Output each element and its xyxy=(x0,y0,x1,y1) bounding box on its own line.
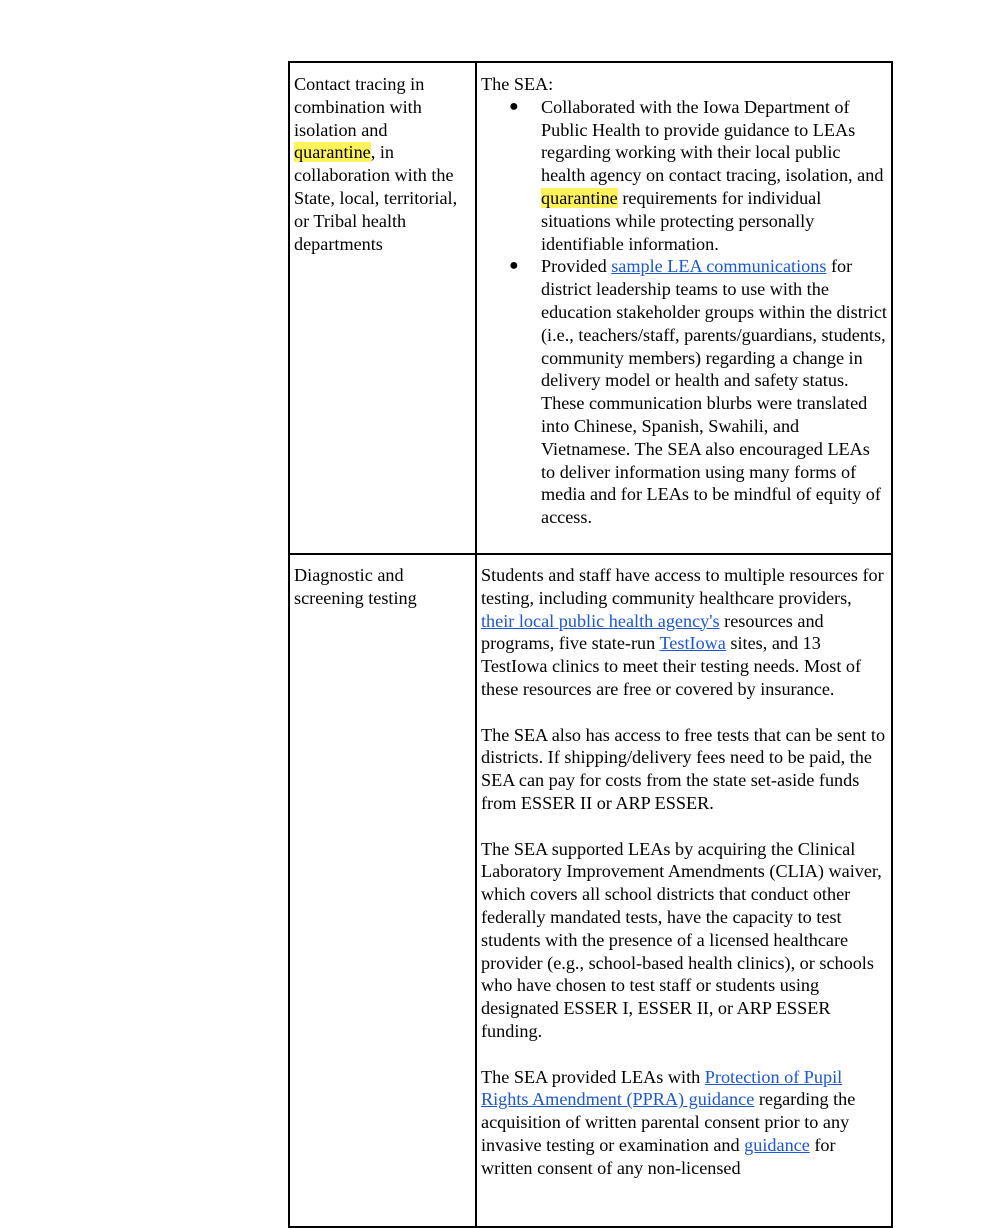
paragraph-text: resources and programs, five state-run xyxy=(481,610,824,654)
paragraph-text: regarding the acquisition of written parental consent prior to any invasive testing or examination and xyxy=(481,1089,856,1155)
strategy-text-start: Contact tracing in combination with isolation and xyxy=(294,74,425,140)
paragraph-text: for written consent of any non-licensed xyxy=(481,1134,836,1178)
bullet-icon: ● xyxy=(509,97,519,115)
paragraph-text: Students and staff have access to multiple resources for testing, including community healthcare providers, xyxy=(481,565,884,608)
table-row-contact-tracing xyxy=(289,62,892,554)
testiowa-link[interactable]: TestIowa xyxy=(659,633,726,654)
description-cell-contact-tracing xyxy=(476,62,892,554)
ppra-guidance-link[interactable]: Protection of Pupil Rights Amendment (PPRA) guidance xyxy=(481,1066,843,1110)
list-item xyxy=(481,96,887,256)
strategy-cell-contact-tracing xyxy=(289,62,476,554)
paragraph-text: sites, and 13 TestIowa clinics to meet their testing needs. Most of these resources are free or covered by insurance. xyxy=(481,633,862,699)
bullet-icon: ● xyxy=(509,257,519,275)
table-row-testing xyxy=(289,554,892,1227)
bullet-text-end: requirements for individual situations while protecting personally identifiable information. xyxy=(541,187,822,254)
strategy-label: Diagnostic and screening testing xyxy=(294,565,417,608)
testing-paragraph-1 xyxy=(481,564,887,701)
local-public-health-agency-link[interactable]: their local public health agency's xyxy=(481,610,720,631)
paragraph-text: The SEA provided LEAs with xyxy=(481,1066,705,1087)
bullet-list xyxy=(481,96,887,529)
bullet-text-start: Provided xyxy=(541,256,612,277)
testing-paragraph-4 xyxy=(481,1066,887,1180)
description-cell-testing xyxy=(476,554,892,1227)
bullet-text-end: for district leadership teams to use with the education stakeholder groups within the district (i.e., teachers/staff, parents/guardians, students, community members) regarding a change in delivery model or health and safety status. These communication blurbs were translated into Chinese, Spanish, Swahili, and Vietnamese. The SEA also encouraged LEAs to deliver information using many forms of media and for LEAs to be mindful of equity of access. xyxy=(541,256,887,528)
highlighted-term: quarantine xyxy=(294,142,371,163)
bullet-text-start: Collaborated with the Iowa Department of Public Health to provide guidance to LEAs regarding working with their local public health agency on contact tracing, isolation, and xyxy=(541,96,884,186)
strategy-table xyxy=(288,61,893,1228)
testing-paragraph-3: The SEA supported LEAs by acquiring the Clinical Laboratory Improvement Amendments (CLIA) waiver, which covers all school districts that conduct other federally mandated tests, have the capacity to test students with the presence of a licensed healthcare provider (e.g., school-based health clinics), or schools who have chosen to test staff or students using designated ESSER I, ESSER II, or ARP ESSER funding. xyxy=(481,838,882,1041)
description-intro: The SEA: xyxy=(481,74,554,94)
strategy-cell-testing xyxy=(289,554,476,1227)
strategy-text-end: , in collaboration with the State, local, territorial, or Tribal health departments xyxy=(294,142,458,254)
list-item xyxy=(481,255,887,529)
sample-lea-communications-link[interactable]: sample LEA communications xyxy=(611,256,827,277)
strategy-label xyxy=(294,73,471,255)
guidance-link[interactable]: guidance xyxy=(744,1134,810,1155)
testing-paragraph-2: The SEA also has access to free tests that can be sent to districts. If shipping/delivery fees need to be paid, the SEA can pay for costs from the state set-aside funds from ESSER II or ARP ESSER. xyxy=(481,724,886,813)
highlighted-term: quarantine xyxy=(541,187,618,208)
